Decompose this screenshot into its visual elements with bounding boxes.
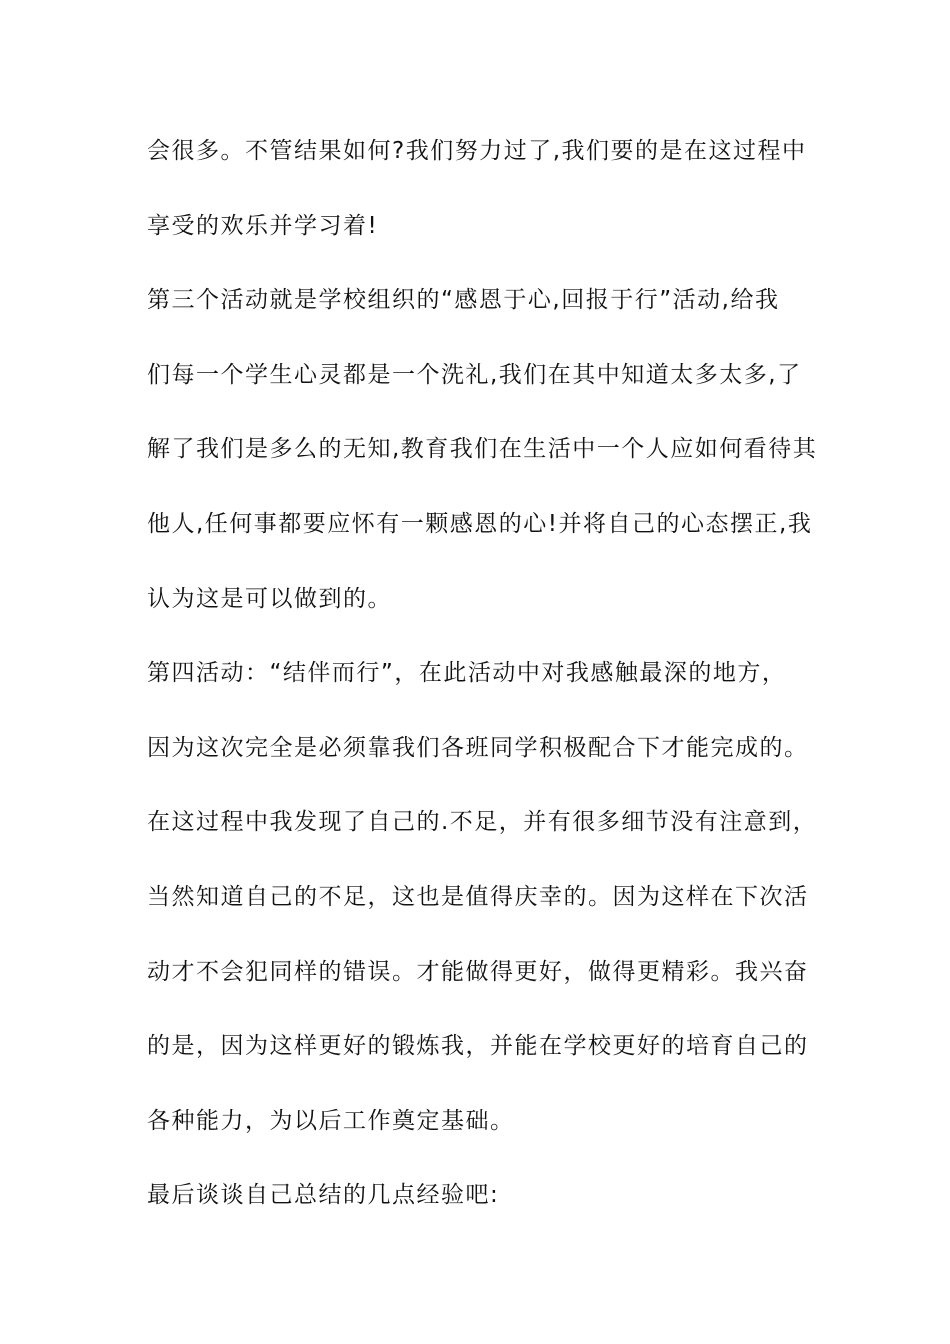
text-line: 们每一个学生心灵都是一个洗礼,我们在其中知道太多太多,了: [147, 361, 802, 388]
text-line: 在这过程中我发现了自己的.不足，并有很多细节没有注意到，: [147, 809, 818, 836]
text-line: 最后谈谈自己总结的几点经验吧:: [147, 1182, 500, 1209]
text-line: 的是，因为这样更好的锻炼我，并能在学校更好的培育自己的: [147, 1033, 809, 1060]
text-line: 第四活动：“结伴而行”，在此活动中对我感触最深的地方，: [147, 660, 787, 687]
text-line: 各种能力，为以后工作奠定基础。: [147, 1107, 515, 1134]
text-line: 第三个活动就是学校组织的“感恩于心,回报于行”活动,给我: [147, 287, 780, 314]
text-line: 动才不会犯同样的错误。才能做得更好，做得更精彩。我兴奋: [147, 958, 809, 985]
text-line: 因为这次完全是必须靠我们各班同学积极配合下才能完成的。: [147, 734, 809, 761]
text-line: 他人,任何事都要应怀有一颗感恩的心!并将自己的心态摆正,我: [147, 510, 813, 537]
text-line: 享受的欢乐并学习着!: [147, 212, 379, 239]
body-text: [147, 127, 827, 1246]
text-line: 认为这是可以做到的。: [147, 585, 392, 612]
text-line: 解了我们是多么的无知,教育我们在生活中一个人应如何看待其: [147, 436, 818, 463]
text-line: 当然知道自己的不足，这也是值得庆幸的。因为这样在下次活: [147, 883, 809, 910]
text-line: 会很多。不管结果如何?我们努力过了,我们要的是在这过程中: [147, 138, 807, 164]
